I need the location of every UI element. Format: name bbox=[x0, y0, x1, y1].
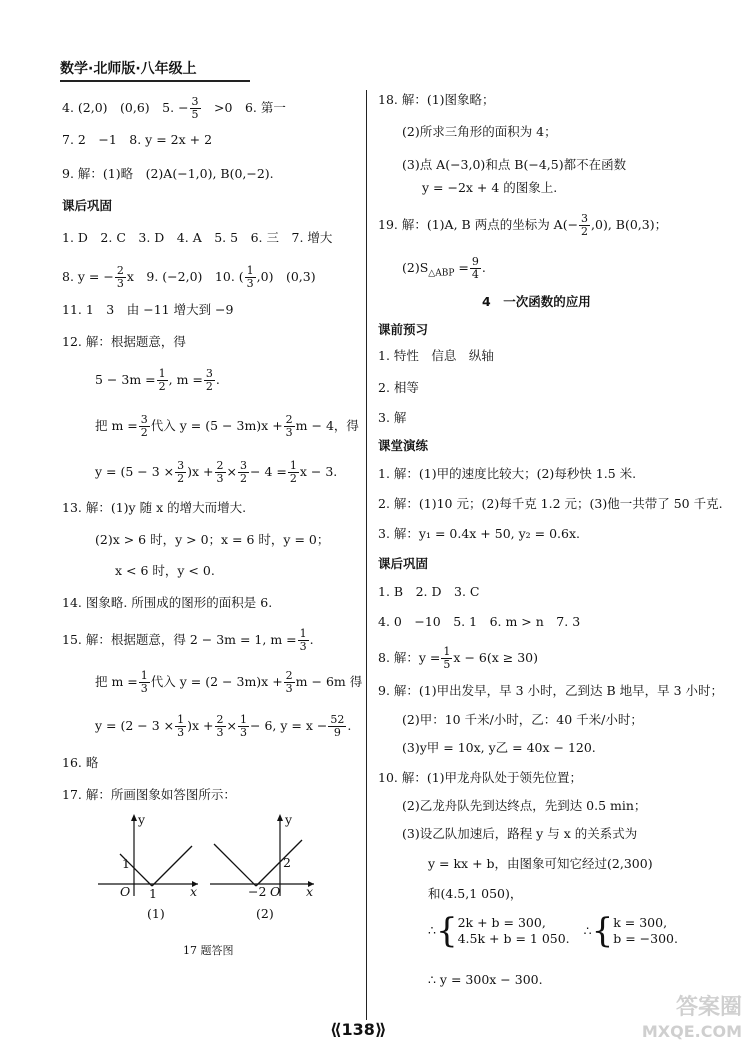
answer-8-10: 8. y = − $\frac{2}{3}$ x 9. (−2,0) 10. ( $\frac{1}{3}$ ,0) (0,3) bbox=[62, 264, 316, 290]
section-title: 课前预习 bbox=[378, 322, 429, 337]
tick-label: −2 bbox=[248, 884, 267, 899]
answer-3: 3. 解 bbox=[378, 410, 407, 425]
answer-text: (2)乙龙舟队先到达终点，先到达 0.5 min； bbox=[402, 798, 647, 813]
answer-text: x < 6 时，y < 0. bbox=[115, 563, 215, 578]
left-chevrons-icon: ⟪ bbox=[330, 1020, 342, 1039]
answer-9: 9. 解：(1)略 (2)A(−1,0), B(0,−2). bbox=[62, 166, 274, 181]
answer-1-7: 1. D 2. C 3. D 4. A 5. 5 6. 三 7. 增大 bbox=[62, 230, 333, 245]
answer-text: ∴ y = 300x − 300. bbox=[428, 972, 543, 987]
tick-label: 1 bbox=[149, 886, 157, 901]
equation: 5 − 3m = $\frac{1}{2}$ , m = $\frac{3}{2}$ . bbox=[95, 367, 220, 393]
equation: y = (2 − 3 × $\frac{1}{3}$ )x + $\frac{2}{3}$ × $\frac{1}{3}$ − 6, y = x − $\frac{52}{9}$ . bbox=[95, 713, 352, 739]
tick-label: 2 bbox=[283, 855, 291, 870]
answer-4-7: 4. 0 −10 5. 1 6. m > n 7. 3 bbox=[378, 614, 581, 629]
y-label: y bbox=[138, 812, 146, 827]
answer-4-6: 4. (2,0) (0,6) 5. − $\frac{3}{5}$ >0 6. 第一 bbox=[62, 95, 286, 121]
equation: 把 m = $\frac{1}{3}$ 代入 y = (2 − 3m)x + $\frac{2}{3}$ m − 6m 得 bbox=[95, 669, 363, 695]
section-title: 课堂演练 bbox=[378, 438, 429, 453]
section-title: 课后巩固 bbox=[378, 556, 429, 571]
equation: y = (5 − 3 × $\frac{3}{2}$ )x + $\frac{2}{3}$ × $\frac{3}{2}$ − 4 = $\frac{1}{2}$ x − 3. bbox=[95, 459, 338, 485]
origin-label: O bbox=[120, 884, 131, 899]
y-arrow-icon bbox=[131, 814, 137, 821]
graph-line bbox=[214, 844, 256, 886]
origin-label: O bbox=[270, 884, 281, 899]
answer-text: (3)y甲 = 10x, y乙 = 40x − 120. bbox=[402, 740, 596, 755]
answer-text: $(2)S_{\triangle ABP}$ = $\frac{9}{4}$ . bbox=[402, 255, 486, 281]
answer-2: 2. 相等 bbox=[378, 380, 419, 395]
answer-13: 13. 解：(1)y 随 x 的增大而增大. bbox=[62, 500, 247, 515]
tick-label: 1 bbox=[122, 856, 130, 871]
answer-2: 2. 解：(1)10 元；(2)每千克 1.2 元；(3)他一共带了 50 千克. bbox=[378, 496, 723, 511]
equation-system: ∴{ 2k + b = 300, 4.5k + b = 1 050. ∴{ k = 300, b = −300. bbox=[428, 911, 678, 951]
answer-text: y = −2x + 4 的图象上. bbox=[422, 180, 558, 195]
answer-text: 和(4.5,1 050)， bbox=[428, 886, 523, 901]
fraction: $\frac{3}{5}$ bbox=[191, 95, 199, 121]
answer-9: 9. 解：(1)甲出发早，早 3 小时，乙到达 B 地早，早 3 小时； bbox=[378, 683, 724, 698]
column-divider bbox=[366, 90, 367, 1020]
graph-1 bbox=[98, 812, 203, 897]
y-label: y bbox=[285, 812, 293, 827]
right-chevrons-icon: ⟫ bbox=[374, 1020, 387, 1039]
answer-text: (2)x > 6 时，y > 0；x = 6 时，y = 0； bbox=[95, 532, 330, 547]
answer-15: 15. 解：根据题意，得 2 − 3m = 1, m = $\frac{1}{3}$ . bbox=[62, 627, 314, 653]
answer-1-3: 1. B 2. D 3. C bbox=[378, 584, 480, 599]
answer-8: 8. 解：y = $\frac{1}{5}$ x − 6(x ≥ 30) bbox=[378, 645, 538, 671]
answer-14: 14. 图象略. 所围成的图形的面积是 6. bbox=[62, 595, 273, 610]
graph-line bbox=[256, 840, 302, 886]
graph-line bbox=[152, 846, 192, 886]
answer-18: 18. 解：(1)图象略； bbox=[378, 92, 495, 107]
graph-caption: (2) bbox=[256, 906, 274, 921]
graph-caption: (1) bbox=[147, 906, 165, 921]
section-heading: 4 一次函数的应用 bbox=[482, 294, 591, 309]
answer-1: 1. 特性 信息 纵轴 bbox=[378, 348, 494, 363]
answer-17: 17. 解：所画图象如答图所示： bbox=[62, 787, 236, 802]
watermark-logo: 答案圈 MXQE.COM bbox=[641, 995, 742, 1041]
answer-text: (2)甲：10 千米/小时，乙：40 千米/小时； bbox=[402, 712, 643, 727]
answer-text: (2)所求三角形的面积为 4； bbox=[402, 124, 557, 139]
equation: 把 m = $\frac{3}{2}$ 代入 y = (5 − 3m)x + $\frac{2}{3}$ m − 4，得 bbox=[95, 413, 359, 439]
answer-text: (3)点 A(−3,0)和点 B(−4,5)都不在函数 bbox=[402, 157, 627, 172]
answer-11: 11. 1 3 由 −11 增大到 −9 bbox=[62, 302, 234, 317]
answer-7-8: 7. 2 −1 8. y = 2x + 2 bbox=[62, 132, 213, 147]
figure-caption: 17 题答图 bbox=[183, 944, 234, 957]
answer-19: 19. 解：(1)A, B 两点的坐标为 A(− $\frac{3}{2}$ ,0), B(0,3)； bbox=[378, 212, 668, 238]
answer-text: y = kx + b，由图象可知它经过(2,300) bbox=[428, 856, 653, 871]
page-header: 数学·北师版·八年级上 bbox=[60, 58, 250, 82]
answer-1: 1. 解：(1)甲的速度比较大；(2)每秒快 1.5 米. bbox=[378, 466, 637, 481]
x-label: x bbox=[190, 884, 198, 899]
answer-16: 16. 略 bbox=[62, 755, 99, 770]
answer-3: 3. 解：y₁ = 0.4x + 50, y₂ = 0.6x. bbox=[378, 526, 580, 541]
x-label: x bbox=[306, 884, 314, 899]
y-arrow-icon bbox=[277, 814, 283, 821]
answer-10: 10. 解：(1)甲龙舟队处于领先位置； bbox=[378, 770, 583, 785]
answer-text: (3)设乙队加速后，路程 y 与 x 的关系式为 bbox=[402, 826, 638, 841]
section-title: 课后巩固 bbox=[62, 198, 113, 213]
page-number: ⟪138⟫ bbox=[330, 1020, 387, 1039]
answer-12: 12. 解：根据题意，得 bbox=[62, 334, 186, 349]
